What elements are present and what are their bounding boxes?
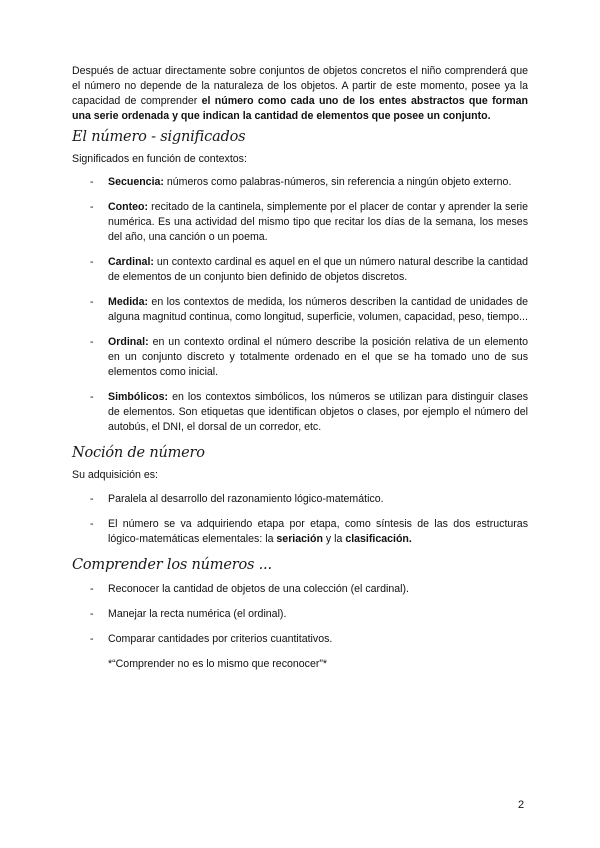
dash-bullet: - <box>90 391 94 403</box>
dash-bullet: - <box>90 583 94 595</box>
term: Conteo: <box>108 201 149 213</box>
term: Secuencia: <box>108 176 164 188</box>
list-item-text: Paralela al desarrollo del razonamiento lógico-matemático. <box>108 493 384 505</box>
section-heading-significados: El número - significados <box>72 129 246 145</box>
term: Cardinal: <box>108 256 154 268</box>
page-number: 2 <box>518 799 525 811</box>
definition: números como palabras-números, sin referencia a ningún objeto externo. <box>163 176 512 188</box>
list-item-text: El número se va adquiriendo etapa por etapa, como síntesis de las dos estructuras lógico-matemáticas elementales: la <box>108 518 528 545</box>
list-item-text: Reconocer la cantidad de objetos de una colección (el cardinal). <box>108 583 409 595</box>
dash-bullet: - <box>90 256 94 268</box>
list-item <box>72 200 528 245</box>
section-heading-comprender: Comprender los números ... <box>72 557 272 573</box>
significados-list <box>72 175 528 435</box>
list-item <box>72 607 528 622</box>
nocion-list <box>72 492 528 547</box>
list-item <box>72 390 528 435</box>
definition: en los contextos de medida, los números describen la cantidad de unidades de alguna magnitud continua, como longitud, superficie, volumen, capacidad, peso, tiempo... <box>108 296 528 323</box>
term-clasificacion: clasificación. <box>345 533 412 545</box>
term: Medida: <box>108 296 149 308</box>
list-item <box>72 295 528 325</box>
quote-note: *“Comprender no es lo mismo que reconocer”* <box>108 658 328 670</box>
list-item <box>72 632 528 647</box>
list-item-text: Manejar la recta numérica (el ordinal). <box>108 608 287 620</box>
comprender-list <box>72 582 528 647</box>
list-item-text-mid: y la <box>322 533 346 545</box>
dash-bullet: - <box>90 201 94 213</box>
section-lead-nocion: Su adquisición es: <box>72 469 158 481</box>
dash-bullet: - <box>90 296 94 308</box>
list-item <box>72 582 528 597</box>
term-seriacion: seriación <box>276 533 323 545</box>
section-heading-nocion: Noción de número <box>72 445 205 461</box>
dash-bullet: - <box>90 518 94 530</box>
definition: en un contexto ordinal el número describe la posición relativa de un elemento en un conjunto discreto y totalmente ordenado en el que se ha tomado uno de sus elementos como inicial. <box>108 336 528 378</box>
document-page <box>72 64 528 672</box>
list-item-text: Comparar cantidades por criterios cuantitativos. <box>108 633 333 645</box>
definition: recitado de la cantinela, simplemente por el placer de contar y aprender la serie numérica. Es una actividad del mismo tipo que recitar los días de la semana, los meses del año, una canción o un poema. <box>108 201 528 243</box>
list-item <box>72 255 528 285</box>
dash-bullet: - <box>90 633 94 645</box>
dash-bullet: - <box>90 608 94 620</box>
list-item <box>72 175 528 190</box>
dash-bullet: - <box>90 336 94 348</box>
definition: en los contextos simbólicos, los números se utilizan para distinguir clases de elementos. Son etiquetas que identifican objetos o clases, por ejemplo el número del autobús, el DNI, el dorsal de un corredor, etc. <box>108 391 528 433</box>
term: Ordinal: <box>108 336 149 348</box>
dash-bullet: - <box>90 493 94 505</box>
definition: un contexto cardinal es aquel en el que un número natural describe la cantidad de elementos de un conjunto bien definido de objetos discretos. <box>108 256 528 283</box>
intro-bold-definition: el número como cada uno de los entes abstractos que forman una serie ordenada y que indican la cantidad de elementos que posee un conjunto. <box>72 95 528 122</box>
list-item <box>72 492 528 507</box>
list-item <box>72 335 528 380</box>
list-item <box>72 517 528 547</box>
section-lead-significados: Significados en función de contextos: <box>72 153 247 165</box>
term: Simbólicos: <box>108 391 169 403</box>
dash-bullet: - <box>90 176 94 188</box>
intro-text: Después de actuar directamente sobre conjuntos de objetos concretos el niño comprenderá que el número no depende de la naturaleza de los objetos. A partir de este momento, posee ya la capacidad de comprender <box>72 65 528 107</box>
intro-paragraph <box>72 64 528 124</box>
